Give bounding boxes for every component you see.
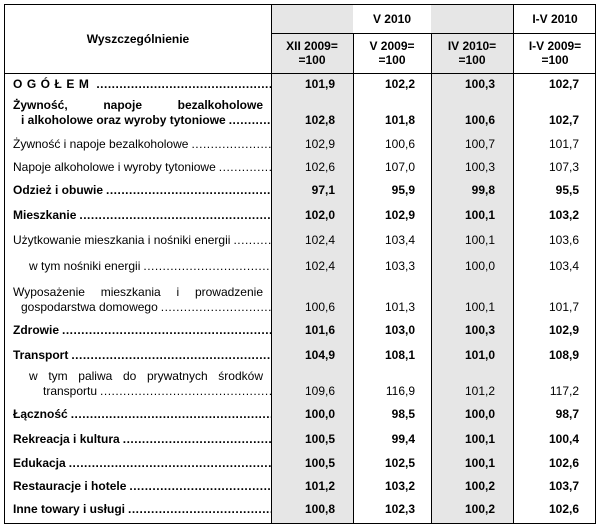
value-cell: 102,5 — [384, 456, 415, 470]
value-cell: 101,2 — [464, 383, 495, 398]
header-divider — [271, 33, 595, 34]
value-cell: 103,6 — [548, 233, 579, 247]
value-cell: 102,4 — [304, 233, 335, 247]
value-cell: 98,5 — [391, 407, 415, 421]
subheader-v2009 — [352, 39, 432, 67]
column-divider — [513, 5, 514, 523]
value-cell: 101,3 — [384, 299, 415, 314]
row-label — [13, 98, 271, 127]
value-cell: 100,3 — [464, 160, 495, 174]
row-label — [13, 323, 271, 338]
value-cell: 100,0 — [304, 407, 335, 421]
subheader-line2: =100 — [298, 53, 326, 67]
value-cell: 103,4 — [384, 233, 415, 247]
header-bottom-rule — [5, 73, 595, 74]
row-label-text: Żywność, napoje bezalkoholowe — [13, 98, 263, 112]
value-cell: 116,9 — [385, 383, 415, 398]
value-cell: 101,7 — [548, 299, 579, 314]
row-label-text: Żywność i napoje bezalkoholowe — [13, 137, 189, 151]
row-label-text: Inne towary i usługi — [13, 502, 126, 516]
value-cell: 100,7 — [464, 137, 495, 151]
subheader-xii2009 — [272, 39, 352, 67]
row-label — [29, 369, 271, 398]
leader-dots — [123, 432, 271, 447]
value-cell: 102,6 — [304, 160, 335, 174]
leader-dots — [233, 233, 271, 248]
leader-dots — [143, 259, 271, 274]
row-label-text: w tym paliwa do prywatnych środków — [29, 369, 263, 383]
value-cell: 102,4 — [304, 259, 335, 273]
row-label — [13, 407, 271, 422]
value-cell: 103,4 — [548, 259, 579, 273]
column-divider — [431, 33, 432, 523]
row-label-text: Edukacja — [13, 456, 66, 470]
leader-dots — [106, 183, 271, 198]
leader-dots — [100, 384, 271, 399]
value-cell: 100,0 — [464, 407, 495, 421]
value-cell: 103,2 — [548, 208, 579, 222]
row-label-text: Restauracje i hotele — [13, 479, 127, 493]
value-cell: 108,9 — [548, 348, 579, 362]
row-label — [13, 432, 271, 447]
row-label — [13, 479, 271, 494]
value-cell: 100,4 — [548, 432, 579, 446]
row-label-text: i alkoholowe oraz wyroby tytoniowe — [21, 112, 226, 127]
row-label — [13, 183, 271, 198]
leader-dots — [219, 160, 271, 175]
group-header-i-v2010: I-V 2010 — [532, 12, 578, 26]
row-label — [13, 233, 271, 248]
subheader-line1: XII 2009= — [286, 39, 338, 53]
value-cell: 101,2 — [304, 479, 335, 493]
value-cell: 107,3 — [548, 160, 579, 174]
leader-dots — [79, 208, 271, 223]
subheader-line2: =100 — [378, 53, 406, 67]
value-cell: 108,1 — [384, 348, 415, 362]
value-cell: 102,9 — [548, 323, 579, 337]
leader-dots — [229, 113, 271, 128]
value-cell: 102,3 — [384, 502, 415, 516]
value-cell: 102,6 — [548, 456, 579, 470]
row-label — [13, 77, 271, 92]
value-cell: 102,7 — [548, 112, 579, 127]
value-cell: 102,8 — [304, 112, 335, 127]
row-label — [13, 456, 271, 471]
row-label-text: Rekreacja i kultura — [13, 432, 120, 446]
value-cell: 101,8 — [384, 112, 415, 127]
value-cell: 103,2 — [384, 479, 415, 493]
leader-dots — [62, 323, 271, 338]
value-cell: 100,5 — [304, 432, 335, 446]
row-label-text: Łączność — [13, 407, 68, 421]
subheader-line1: V 2009= — [369, 39, 415, 53]
subheader-line2: =100 — [458, 53, 486, 67]
value-cell: 100,0 — [464, 259, 495, 273]
value-cell: 102,9 — [304, 137, 335, 151]
value-cell: 100,6 — [464, 112, 495, 127]
row-label — [13, 137, 271, 152]
value-cell: 95,5 — [555, 183, 579, 197]
value-cell: 101,6 — [304, 323, 335, 337]
row-label-text: Zdrowie — [13, 323, 60, 337]
group-header-v2010: V 2010 — [372, 12, 412, 26]
row-label-text: Wyposażenie mieszkania i prowadzenie — [13, 285, 263, 299]
value-cell: 100,2 — [464, 502, 495, 516]
value-cell: 103,0 — [384, 323, 415, 337]
leader-dots — [129, 479, 271, 494]
leader-dots — [69, 456, 271, 471]
row-label-text: Mieszkanie — [13, 208, 77, 222]
column-header-wyszczegolnienie: Wyszczególnienie — [86, 32, 190, 46]
value-cell: 99,4 — [391, 432, 415, 446]
leader-dots — [191, 137, 271, 152]
row-label-text: Użytkowanie mieszkania i nośniki energii — [13, 233, 231, 247]
row-label-text: transportu — [43, 383, 98, 398]
value-cell: 101,0 — [464, 348, 495, 362]
row-label-text: Odzież i obuwie — [13, 183, 104, 197]
leader-dots — [71, 348, 271, 363]
value-cell: 95,9 — [391, 183, 415, 197]
row-label — [29, 259, 271, 274]
value-cell: 102,9 — [384, 208, 415, 222]
value-cell: 98,7 — [555, 407, 579, 421]
value-cell: 103,3 — [384, 259, 415, 273]
value-cell: 101,9 — [304, 77, 335, 91]
row-label — [13, 208, 271, 223]
row-label-text: OGÓŁEM — [13, 77, 94, 91]
value-cell: 102,0 — [304, 208, 335, 222]
value-cell: 102,6 — [548, 502, 579, 516]
subheader-line2: =100 — [541, 53, 569, 67]
row-label-text: gospodarstwa domowego — [21, 299, 158, 314]
value-cell: 100,3 — [464, 323, 495, 337]
value-cell: 100,1 — [464, 299, 495, 314]
value-cell: 103,7 — [548, 479, 579, 493]
value-cell: 104,9 — [304, 348, 335, 362]
value-cell: 100,1 — [464, 432, 495, 446]
value-cell: 100,6 — [304, 299, 335, 314]
column-divider — [271, 5, 272, 523]
value-cell: 100,3 — [464, 77, 495, 91]
leader-dots — [96, 77, 271, 92]
value-cell: 101,7 — [548, 137, 579, 151]
row-label — [13, 285, 271, 314]
price-index-table — [4, 4, 596, 524]
row-label — [13, 502, 271, 517]
value-cell: 102,2 — [384, 77, 415, 91]
value-cell: 97,1 — [311, 183, 335, 197]
value-cell: 102,7 — [548, 77, 579, 91]
subheader-iv2010 — [432, 39, 512, 67]
row-label — [13, 348, 271, 363]
value-cell: 100,1 — [464, 233, 495, 247]
value-cell: 100,1 — [464, 208, 495, 222]
value-cell: 100,2 — [464, 479, 495, 493]
value-cell: 99,8 — [471, 183, 495, 197]
row-label — [13, 160, 271, 175]
subheader-line1: I-V 2009= — [528, 39, 582, 53]
value-cell: 117,2 — [549, 383, 579, 398]
subheader-line1: IV 2010= — [447, 39, 497, 53]
value-cell: 100,5 — [304, 456, 335, 470]
row-label-text: Transport — [13, 348, 69, 362]
column-divider — [353, 33, 354, 523]
subheader-i-v2009 — [515, 39, 595, 67]
value-cell: 100,1 — [464, 456, 495, 470]
row-label-text: Napoje alkoholowe i wyroby tytoniowe — [13, 160, 216, 174]
leader-dots — [128, 502, 271, 517]
leader-dots — [71, 407, 271, 422]
value-cell: 100,8 — [304, 502, 335, 516]
value-cell: 109,6 — [304, 383, 335, 398]
value-cell: 100,6 — [384, 137, 415, 151]
leader-dots — [161, 300, 271, 315]
row-label-text: w tym nośniki energii — [29, 259, 141, 273]
value-cell: 107,0 — [384, 160, 415, 174]
